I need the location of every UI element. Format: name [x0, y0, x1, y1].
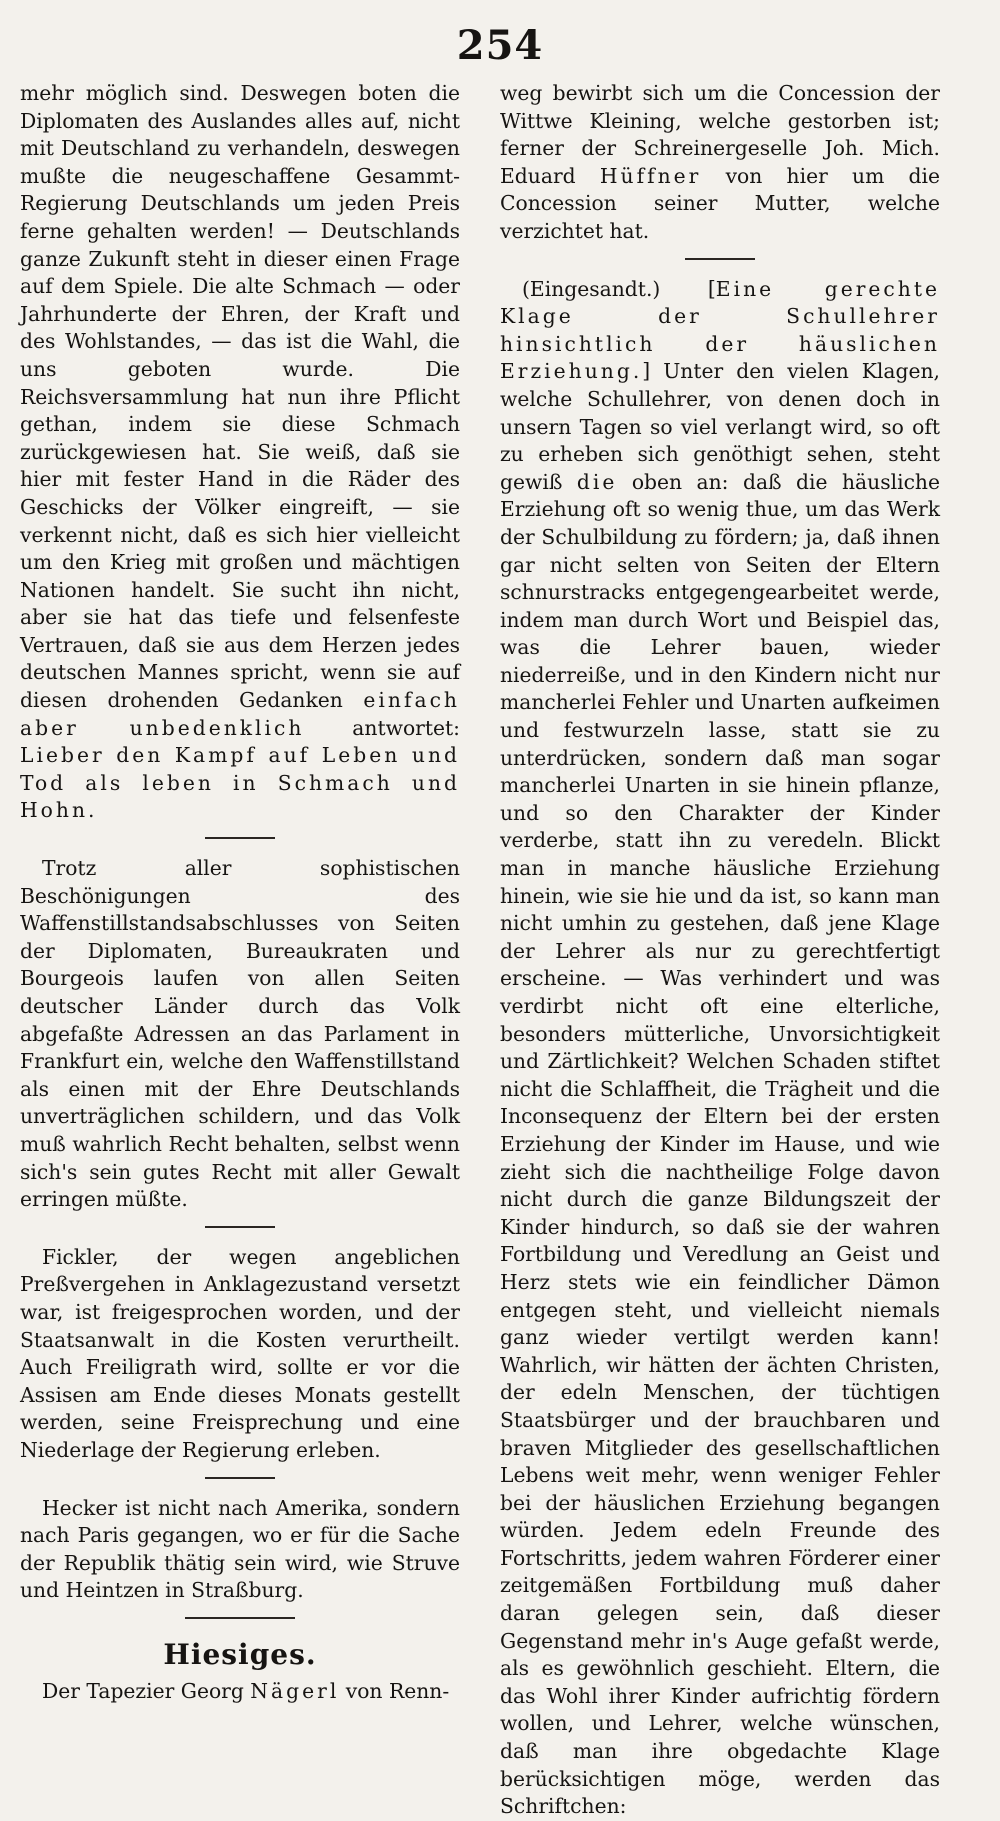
separator-rule	[205, 1477, 275, 1479]
paragraph-text: weg bewirbt sich um die Concession der Wittwe Kleining, welche gestorben ist; ferner der Schreinergeselle Joh. Mich. Eduard	[500, 81, 940, 188]
paragraph-text: mehr möglich sind. Deswegen boten die Diplomaten des Auslandes alles auf, nicht mit Deutschland zu verhandeln, deswegen mußte die neugeschaffene Gesammt-Regierung Deutschlands um jeden Preis ferne gehalten werden! — Deutschlands ganze Zukunft steht in dieser einen Frage auf dem Spiele. Die alte Schmach — oder Jahrhunderte der Ehren, der Kraft und des Wohlstandes, — das ist die Wahl, die uns geboten wurde. Die Reichsversammlung hat nun ihre Pflicht gethan, indem sie diese Schmach zurückgewiesen hat. Sie weiß, daß sie hier mit fester Hand in die Räder des Geschicks der Völker eingreift, — sie verkennt nicht, daß es sich hier vielleicht um den Krieg mit großen und mächtigen Nationen handelt. Sie sucht ihn nicht, aber sie hat das tiefe und felsenfeste Vertrauen, daß sie aus dem Herzen jedes deutschen Mannes spricht, wenn sie auf diesen drohenden Gedanken	[20, 81, 460, 713]
spaced-text: einfach aber unbedenklich	[20, 688, 460, 740]
paragraph-reichsversammlung	[20, 80, 460, 825]
separator-rule	[205, 837, 275, 839]
section-heading-hiesiges: Hiesiges.	[163, 1637, 317, 1671]
spaced-name: Nägerl	[250, 1679, 340, 1704]
paragraph-eingesandt	[500, 276, 940, 1821]
right-column	[500, 80, 940, 1821]
paragraph-text: (Eingesandt.) [	[522, 276, 716, 301]
page-number: 254	[456, 22, 544, 69]
paragraph-text: antwortet:	[352, 715, 461, 740]
spaced-text: die	[576, 469, 618, 494]
separator-rule	[685, 258, 755, 260]
paragraph-text: von Renn-	[345, 1679, 450, 1704]
spaced-title: Eine gerechte Klage der Schullehrer hinsichtlich der häuslichen Erziehung.	[500, 276, 940, 384]
separator-rule	[185, 1617, 295, 1619]
paragraph-text: ] Unter den vielen Klagen, welche Schullehrer, von denen doch in unsern Tagen so viel verlangt wird, so oft zu erheben sich genöthigt sehen, steht gewiß	[500, 359, 940, 494]
separator-rule	[205, 1226, 275, 1228]
paragraph-waffenstillstand: Trotz aller sophistischen Beschönigungen des Waffenstillstandsabschlusses von Seiten der Diplomaten, Bureaukraten und Bourgeois laufen von allen Seiten deutscher Länder durch das Volk abgefaßte Adressen an das Parlament in Frankfurt ein, welche den Waffenstillstand als einen mit der Ehre Deutschlands unverträglichen schildern, und das Volk muß wahrlich Recht behalten, selbst wenn sich's sein gutes Recht mit aller Gewalt erringen müßte.	[20, 856, 460, 1212]
paragraph-hecker: Hecker ist nicht nach Amerika, sondern nach Paris gegangen, wo er für die Sache der Republik thätig sein wird, wie Struve und Heintzen in Straßburg.	[20, 1495, 460, 1603]
spaced-name: Hüffner	[599, 163, 702, 188]
paragraph-text: Der Tapezier Georg	[42, 1679, 244, 1704]
paragraph-fickler: Fickler, der wegen angeblichen Preßvergehen in Anklagezustand versetzt war, ist freigesprochen worden, und der Staatsanwalt in die Kosten verurtheilt. Auch Freiligrath wird, sollte er vor die Assisen am Ende dieses Monats gestellt werden, seine Freisprechung und eine Niederlage der Regierung erleben.	[20, 1244, 460, 1462]
paragraph-text: von hier um die Concession seiner Mutter, welche verzichtet hat.	[500, 163, 940, 243]
paragraph-text: oben an: daß die häusliche Erziehung oft so wenig thue, um das Werk der Schulbildung zu fördern; ja, daß ihnen gar nicht selten von Seiten der Eltern schnurstracks entgegengearbeitet werde, indem man durch Wort und Beispiel das, was die Lehrer bauen, wieder niederreiße, und in den Kindern nicht nur mancherlei Fehler und Unarten aufkeimen und festwurzeln lasse, statt sie zu unterdrücken, sondern daß man sogar mancherlei Unarten in sie hinein pflanze, und so den Charakter der Kinder verderbe, statt ihn zu veredeln. Blickt man in manche häusliche Erziehung hinein, wie sie hie und da ist, so kann man nicht umhin zu gestehen, daß jene Klage der Lehrer als nur zu gerechtfertigt erscheine. — Was verhindert und was verdirbt nicht oft eine elterliche, besonders mütterliche, Unvorsichtigkeit und Zärtlichkeit? Welchen Schaden stiftet nicht die Schlaffheit, die Trägheit und die Inconsequenz der Eltern bei der ersten Erziehung der Kinder im Hause, und wie zieht sich die nachtheilige Folge davon nicht durch die ganze Bildungszeit der Kinder hindurch, so daß sie der wahren Fortbildung und Veredlung an Geist und Herz stets wie ein feindlicher Dämon entgegen steht, und vielleicht niemals ganz wieder vertilgt werden kann! Wahrlich, wir hätten der ächten Christen, der edeln Menschen, der tüchtigen Staatsbürger und der brauchbaren und braven Mitglieder des gesellschaftlichen Lebens weit mehr, wenn weniger Fehler bei der häuslichen Erziehung begangen würden. Jedem edeln Freunde des Fortschritts, jedem wahren Förderer einer zeitgemäßen Fortbildung muß daher daran gelegen sein, daß dieser Gegenstand mehr in's Auge gefaßt werde, als es gewöhnlich geschieht. Eltern, die das Wohl ihrer Kinder aufrichtig fördern wollen, und Lehrer, welche wünschen, daß man ihre obgedachte Klage berücksichtigen möge, werden das Schriftchen:	[500, 469, 940, 1819]
spaced-quote: Lieber den Kampf auf Leben und Tod als leben in Schmach und Hohn.	[20, 743, 460, 823]
left-column	[20, 80, 460, 1706]
paragraph-concession	[500, 80, 940, 246]
paragraph-tapezier	[20, 1678, 460, 1706]
